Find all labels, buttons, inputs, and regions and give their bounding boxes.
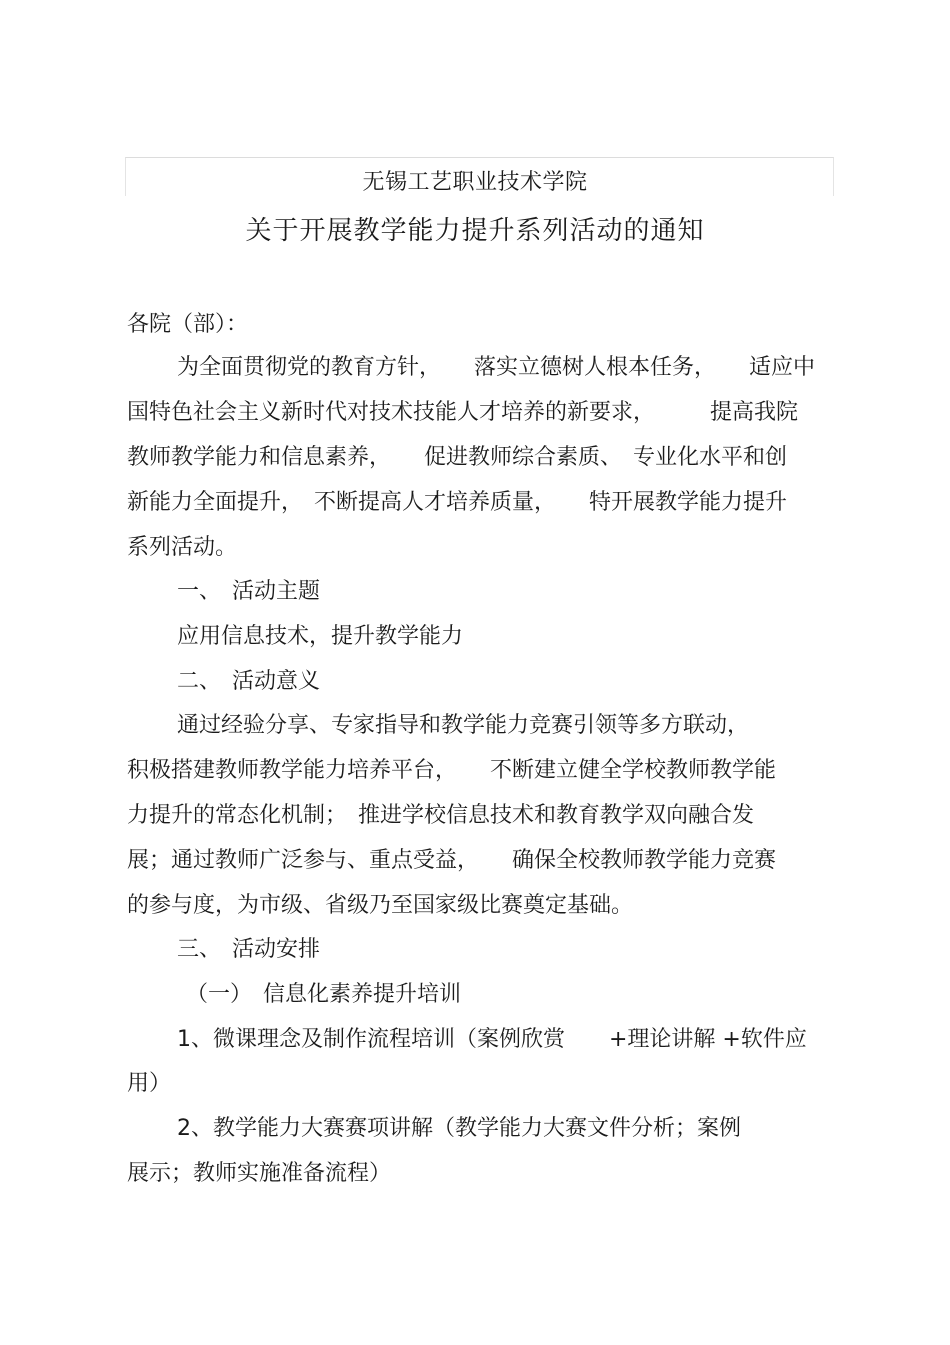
section-heading: 二、 活动意义 <box>177 669 321 694</box>
section-text-line: 展；通过教师广泛参与、重点受益， 确保全校教师教学能力竞赛 <box>127 848 777 873</box>
intro-line: 国特色社会主义新时代对技术技能人才培养的新要求， 提高我院 <box>127 400 799 425</box>
section-heading: 三、 活动安排 <box>177 937 321 962</box>
intro-line: 新能力全面提升， 不断提高人才培养质量， 特开展教学能力提升 <box>127 490 788 515</box>
intro-line: 教师教学能力和信息素养， 促进教师综合素质、 专业化水平和创 <box>127 445 788 470</box>
document-title: 关于开展教学能力提升系列活动的通知 <box>245 216 705 246</box>
salutation: 各院（部）： <box>127 312 249 337</box>
list-item-line: 用） <box>127 1071 172 1096</box>
list-item-line: 1、微课理念及制作流程培训（案例欣赏 +理论讲解 +软件应 <box>177 1027 807 1052</box>
section-text-line: 力提升的常态化机制； 推进学校信息技术和教育教学双向融合发 <box>127 803 755 828</box>
intro-line: 为全面贯彻党的教育方针， 落实立德树人根本任务， 适应中 <box>177 355 816 380</box>
institution-name: 无锡工艺职业技术学院 <box>362 170 588 195</box>
section-text-line: 通过经验分享、专家指导和教学能力竞赛引领等多方联动， <box>177 713 750 738</box>
subsection-heading: （一） 信息化素养提升培训 <box>186 982 462 1007</box>
section-text: 应用信息技术，提升教学能力 <box>177 624 464 649</box>
section-heading: 一、 活动主题 <box>177 579 321 604</box>
intro-line: 系列活动。 <box>127 535 238 560</box>
list-item-line: 2、教学能力大赛赛项讲解（教学能力大赛文件分析；案例 <box>177 1116 741 1141</box>
section-text-line: 积极搭建教师教学能力培养平台， 不断建立健全学校教师教学能 <box>127 758 777 783</box>
list-item-line: 展示；教师实施准备流程） <box>127 1161 392 1186</box>
section-text-line: 的参与度，为市级、省级乃至国家级比赛奠定基础。 <box>127 893 634 918</box>
